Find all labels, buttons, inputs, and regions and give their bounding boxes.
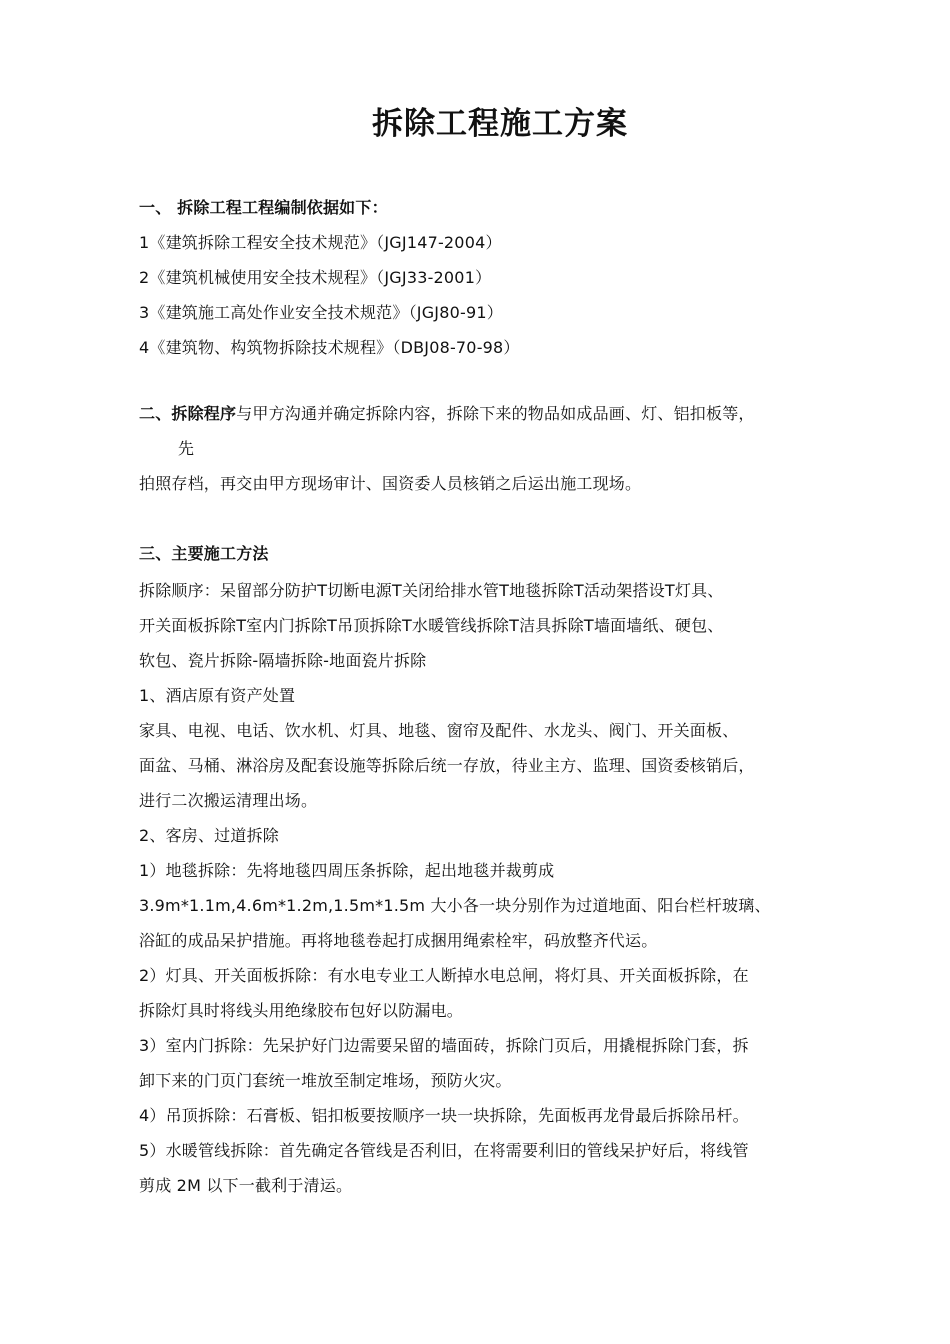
section2-line-2: 先 (178, 439, 195, 458)
section1-heading: 一、 拆除工程工程编制依据如下： (139, 198, 388, 217)
section3-line-3: 软包、瓷片拆除-隔墙拆除-地面瓷片拆除 (139, 651, 427, 670)
section1-item-4: 4《建筑物、构筑物拆除技术规程》（DBJ08-70-98） (139, 338, 520, 357)
section3-line-11: 浴缸的成品呆护措施。再将地毯卷起打成捆用绳索栓牢，码放整齐代运。 (139, 931, 658, 950)
section3-line-2: 开关面板拆除T室内门拆除T吊顶拆除T水暖管线拆除T洁具拆除T墙面墙纸、硬包、 (139, 616, 724, 635)
section3-heading: 三、主要施工方法 (139, 544, 269, 563)
section2-line-3: 拍照存档，再交由甲方现场审计、国资委人员核销之后运出施工现场。 (139, 474, 642, 493)
section3-line-12: 2）灯具、开关面板拆除：有水电专业工人断掉水电总闸，将灯具、开关面板拆除，在 (139, 966, 749, 985)
section3-line-6: 面盆、马桶、淋浴房及配套设施等拆除后统一存放，待业主方、监理、国资委核销后， (139, 756, 755, 775)
section1-item-1: 1《建筑拆除工程安全技术规范》（JGJ147-2004） (139, 233, 502, 252)
section3-line-9: 1）地毯拆除：先将地毯四周压条拆除，起出地毯并裁剪成 (139, 861, 555, 880)
section3-line-16: 4）吊顶拆除：石膏板、铝扣板要按顺序一块一块拆除，先面板再龙骨最后拆除吊杆。 (139, 1106, 749, 1125)
section2-line-1 (139, 403, 829, 425)
section3-line-14: 3）室内门拆除：先呆护好门边需要呆留的墙面砖，拆除门页后，用撬棍拆除门套，拆 (139, 1036, 749, 1055)
section3-line-4: 1、酒店原有资产处置 (139, 686, 296, 705)
section1-item-3: 3《建筑施工高处作业安全技术规范》（JGJ80-91） (139, 303, 503, 322)
section3-line-8: 2、客房、过道拆除 (139, 826, 279, 845)
section1-item-2: 2《建筑机械使用安全技术规程》（JGJ33-2001） (139, 268, 492, 287)
section3-line-5: 家具、电视、电话、饮水机、灯具、地毯、窗帘及配件、水龙头、阀门、开关面板、 (139, 721, 739, 740)
section3-line-7: 进行二次搬运清理出场。 (139, 791, 318, 810)
section3-line-18: 剪成 2M 以下一截利于清运。 (139, 1176, 353, 1195)
section2-line-1-text: 与甲方沟通并确定拆除内容，拆除下来的物品如成品画、灯、铝扣板等， (236, 404, 755, 423)
document-title: 拆除工程施工方案 (372, 106, 628, 142)
section3-line-10: 3.9m*1.1m,4.6m*1.2m,1.5m*1.5m 大小各一块分别作为过道地面、阳台栏杆玻璃、 (139, 896, 771, 915)
section3-line-1: 拆除顺序：呆留部分防护T切断电源T关闭给排水管T地毯拆除T活动架搭设T灯具、 (139, 581, 724, 600)
section3-line-13: 拆除灯具时将线头用绝缘胶布包好以防漏电。 (139, 1001, 464, 1020)
section2-heading: 二、拆除程序 (139, 404, 237, 423)
section3-line-17: 5）水暖管线拆除：首先确定各管线是否利旧，在将需要利旧的管线呆护好后，将线管 (139, 1141, 749, 1160)
section3-line-15: 卸下来的门页门套统一堆放至制定堆场，预防火灾。 (139, 1071, 512, 1090)
